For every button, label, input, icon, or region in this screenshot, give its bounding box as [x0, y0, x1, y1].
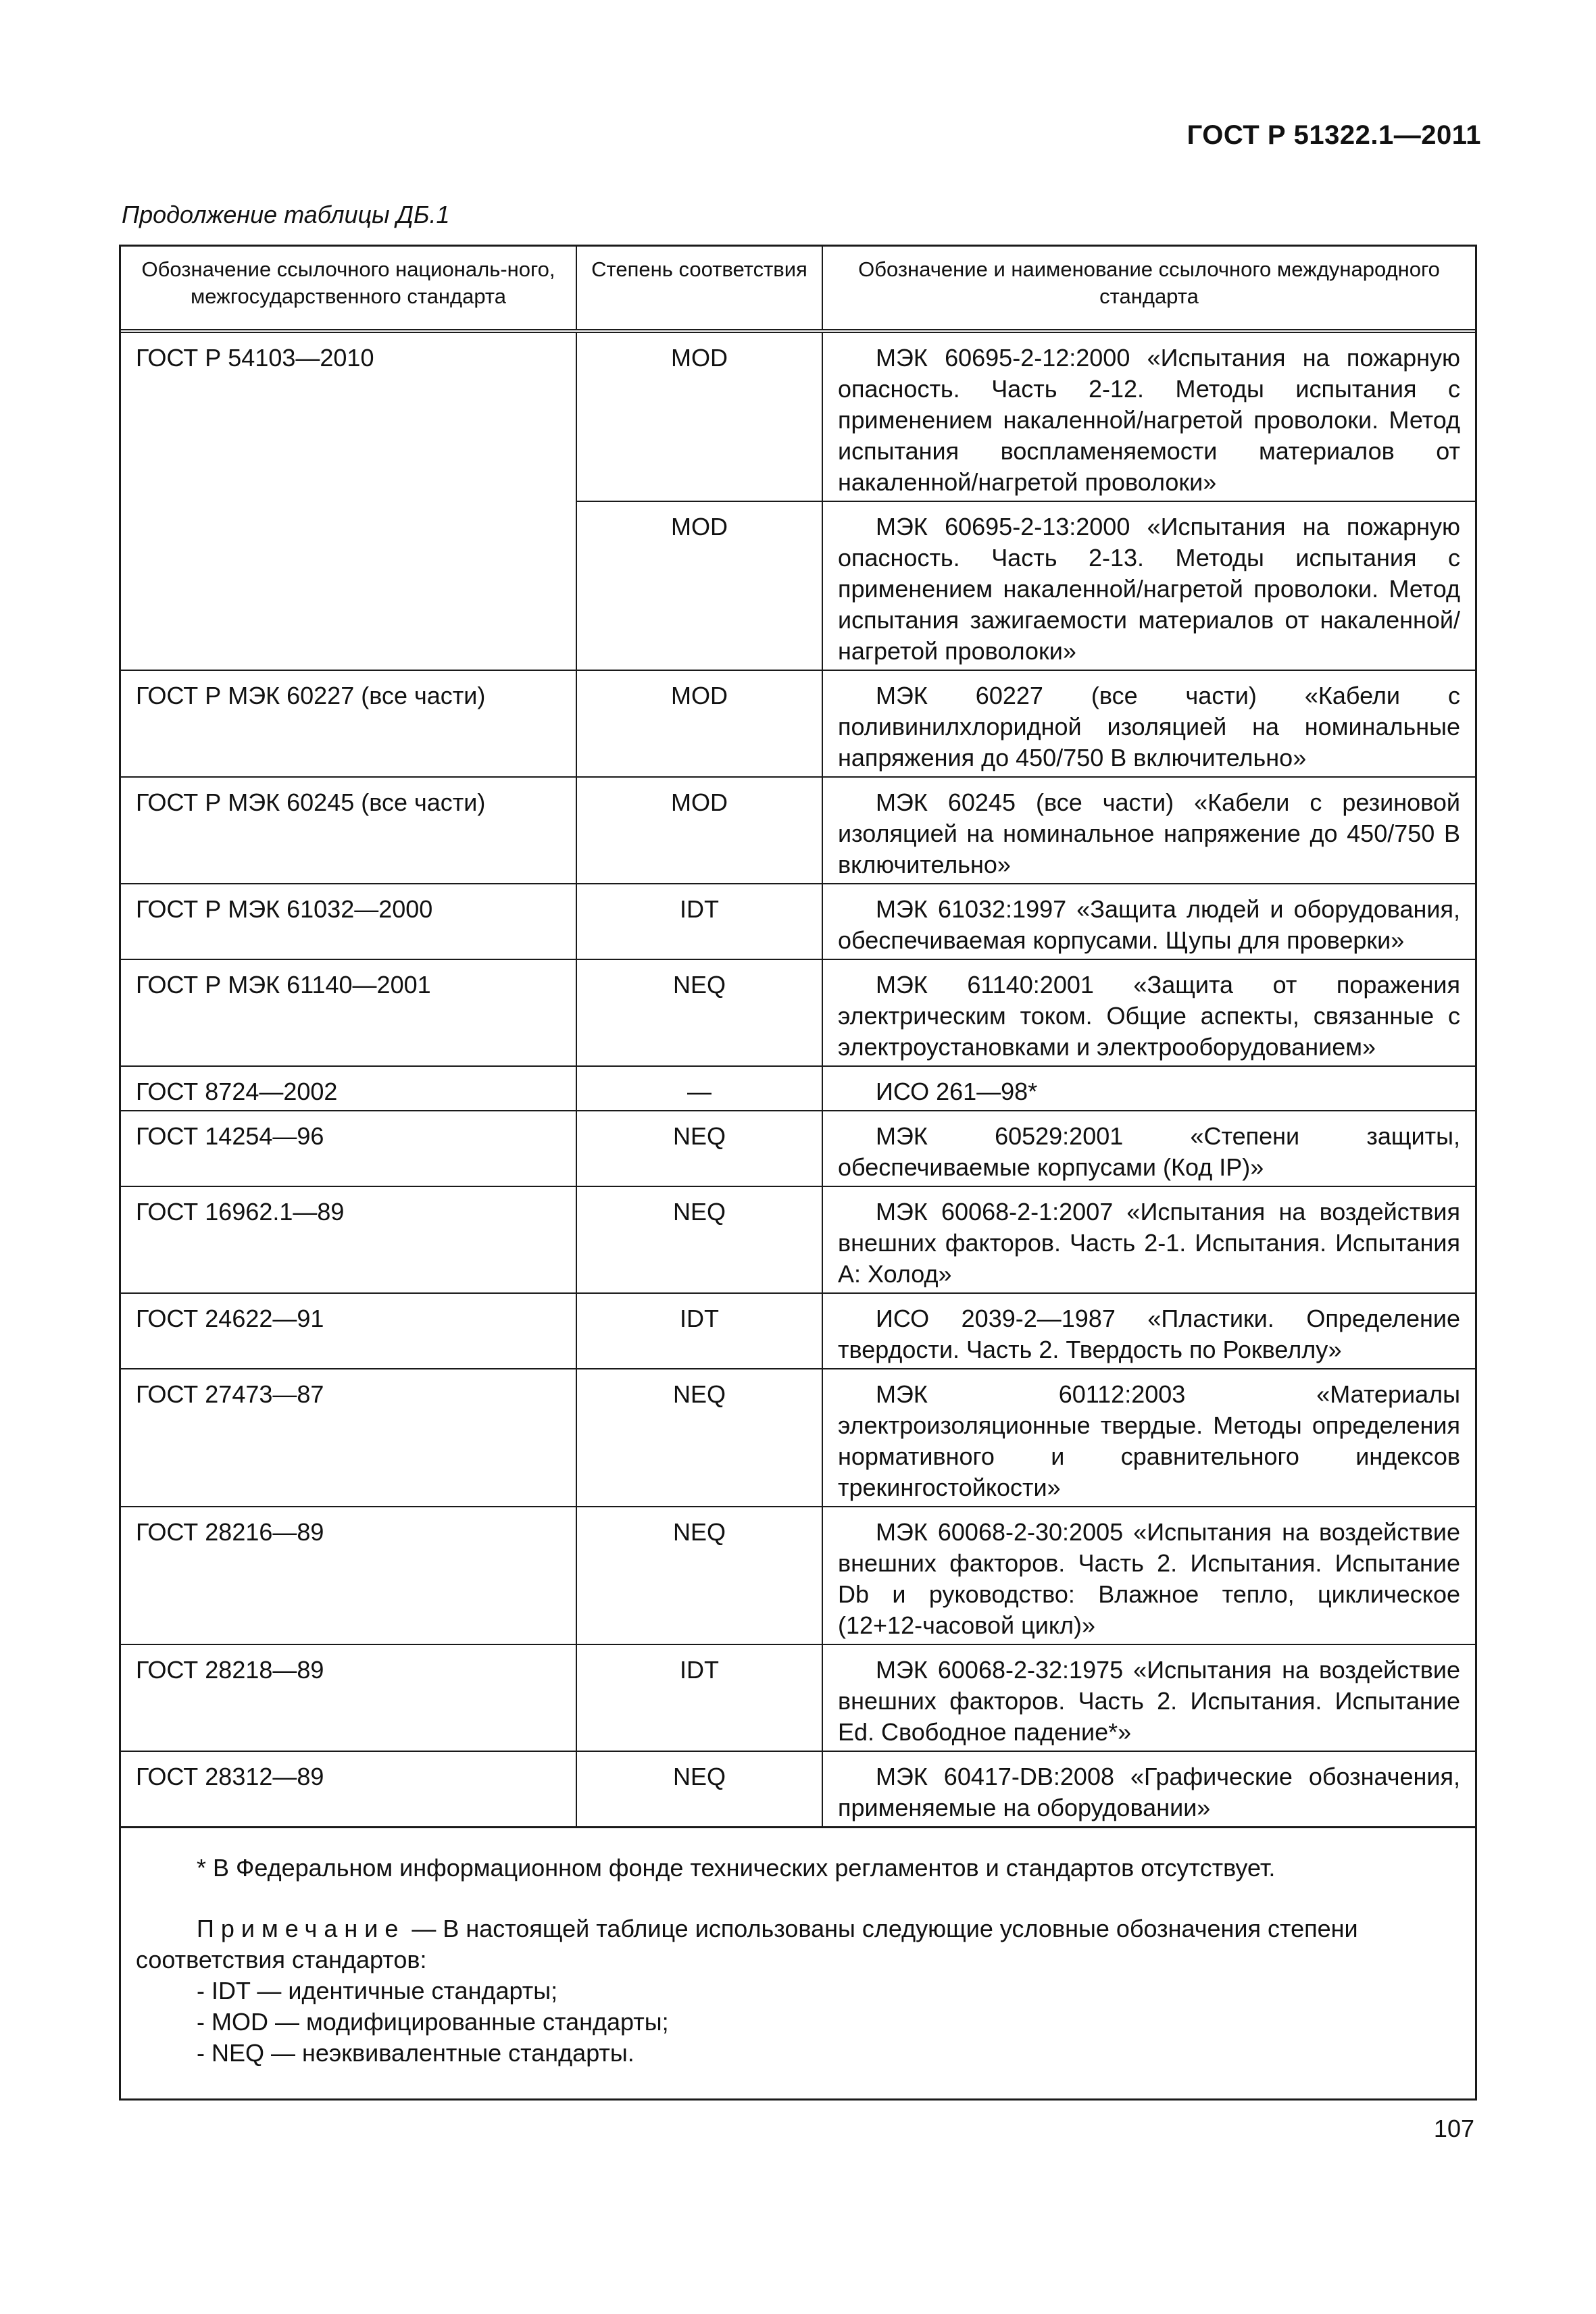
table-body: [121, 331, 1475, 1826]
table-row: [121, 1644, 1475, 1751]
degree-cell: MOD: [576, 331, 822, 501]
table-row: [121, 331, 1475, 501]
international-standard-text: МЭК 60695-2-13:2000 «Испытания на пожарную опасность. Часть 2-13. Методы испытания с применением накаленной/нагретой проволоки. Метод испытания зажигаемости материалов от накаленной/нагретой проволоки»: [838, 513, 1460, 665]
national-standard-cell: ГОСТ 14254—96: [121, 1111, 576, 1186]
degree-cell: MOD: [576, 670, 822, 777]
table-row: [121, 670, 1475, 777]
international-standard-text: МЭК 60417-DB:2008 «Графические обозначения, применяемые на оборудовании»: [838, 1763, 1460, 1821]
degree-cell: NEQ: [576, 1507, 822, 1644]
international-standard-cell: [822, 501, 1475, 670]
national-standard-cell: ГОСТ Р МЭК 60245 (все части): [121, 777, 576, 884]
degree-cell: NEQ: [576, 1186, 822, 1293]
national-standard-cell: ГОСТ Р МЭК 61140—2001: [121, 959, 576, 1066]
international-standard-cell: [822, 1644, 1475, 1751]
table-notes: [121, 1826, 1475, 2098]
table-row: [121, 1111, 1475, 1186]
table-row: [121, 959, 1475, 1066]
table-row: [121, 1066, 1475, 1111]
note-item: - IDT — идентичные стандарты;: [197, 1977, 558, 2005]
international-standard-cell: [822, 331, 1475, 501]
national-standard-cell: ГОСТ 16962.1—89: [121, 1186, 576, 1293]
national-standard-cell: ГОСТ 28218—89: [121, 1644, 576, 1751]
international-standard-cell: [822, 959, 1475, 1066]
international-standard-cell: [822, 777, 1475, 884]
table-row: [121, 1507, 1475, 1644]
degree-cell: MOD: [576, 501, 822, 670]
national-standard-cell: ГОСТ Р МЭК 60227 (все части): [121, 670, 576, 777]
table-row: [121, 884, 1475, 959]
national-standard-cell: ГОСТ 27473—87: [121, 1369, 576, 1507]
international-standard-text: МЭК 60068-2-30:2005 «Испытания на воздействие внешних факторов. Часть 2. Испытания. Испытание Db и руководство: Влажное тепло, циклическое (12+12-часовой цикл)»: [838, 1518, 1460, 1639]
note-item: - MOD — модифицированные стандарты;: [197, 2008, 669, 2036]
degree-cell: NEQ: [576, 1111, 822, 1186]
international-standard-cell: [822, 1293, 1475, 1369]
table-row: [121, 1369, 1475, 1507]
table-row: [121, 1186, 1475, 1293]
international-standard-text: МЭК 60245 (все части) «Кабели с резиновой изоляцией на номинальное напряжение до 450/750 В включительно»: [838, 788, 1460, 878]
international-standard-cell: [822, 670, 1475, 777]
national-standard-cell: ГОСТ Р МЭК 61032—2000: [121, 884, 576, 959]
note-paragraph: [136, 1913, 1455, 1976]
degree-cell: IDT: [576, 884, 822, 959]
national-standard-cell: ГОСТ 8724—2002: [121, 1066, 576, 1111]
national-standard-cell: ГОСТ 28216—89: [121, 1507, 576, 1644]
international-standard-text: МЭК 60529:2001 «Степени защиты, обеспечиваемые корпусами (Код IP)»: [838, 1122, 1460, 1181]
international-standard-text: МЭК 60068-2-1:2007 «Испытания на воздействия внешних факторов. Часть 2-1. Испытания. Испытания А: Холод»: [838, 1198, 1460, 1288]
international-standard-cell: [822, 884, 1475, 959]
international-standard-text: МЭК 60227 (все части) «Кабели с поливинилхлоридной изоляцией на номинальные напряжения до 450/750 В включительно»: [838, 682, 1460, 772]
degree-cell: NEQ: [576, 959, 822, 1066]
degree-cell: NEQ: [576, 1369, 822, 1507]
national-standard-cell: ГОСТ 24622—91: [121, 1293, 576, 1369]
international-standard-text: МЭК 61140:2001 «Защита от поражения электрическим током. Общие аспекты, связанные с электроустановками и электрооборудованием»: [838, 971, 1460, 1061]
table-row: [121, 1293, 1475, 1369]
note-list: [136, 1976, 1455, 2069]
table-caption: Продолжение таблицы ДБ.1: [122, 201, 450, 228]
note-item: - NEQ — неэквивалентные стандарты.: [197, 2039, 634, 2067]
international-standard-cell: [822, 1186, 1475, 1293]
international-standard-text: ИСО 2039-2—1987 «Пластики. Определение твердости. Часть 2. Твердость по Роквеллу»: [838, 1305, 1460, 1363]
degree-cell: NEQ: [576, 1751, 822, 1826]
international-standard-text: МЭК 60695-2-12:2000 «Испытания на пожарную опасность. Часть 2-12. Методы испытания с применением накаленной/нагретой проволоки. Метод испытания воспламеняемости материалов от накаленной/нагретой проволоки»: [838, 344, 1460, 496]
standards-table: [119, 245, 1477, 2101]
international-standard-cell: [822, 1751, 1475, 1826]
national-standard-cell: ГОСТ Р 54103—2010: [121, 331, 576, 670]
international-standard-cell: [822, 1066, 1475, 1111]
degree-cell: IDT: [576, 1644, 822, 1751]
footnote: * В Федеральном информационном фонде технических регламентов и стандартов отсутствует.: [197, 1854, 1276, 1882]
page-number: 107: [1433, 2115, 1474, 2142]
column-header-degree: Степень соответствия: [576, 247, 822, 331]
table-header-row: [121, 247, 1475, 331]
international-standard-cell: [822, 1369, 1475, 1507]
degree-cell: IDT: [576, 1293, 822, 1369]
table-row: [121, 1751, 1475, 1826]
international-standard-cell: [822, 1507, 1475, 1644]
international-standard-text: ИСО 261—98*: [876, 1078, 1038, 1105]
international-standard-text: МЭК 61032:1997 «Защита людей и оборудования, обеспечиваемая корпусами. Щупы для проверки»: [838, 895, 1460, 954]
degree-cell: —: [576, 1066, 822, 1111]
table-row: [121, 777, 1475, 884]
column-header-national-standard: Обозначение ссылочного националь-ного, межгосударственного стандарта: [121, 247, 576, 331]
international-standard-cell: [822, 1111, 1475, 1186]
note-text: — В настоящей таблице использованы следующие условные обозначения степени соответствия стандартов:: [136, 1915, 1358, 1973]
international-standard-text: МЭК 60112:2003 «Материалы электроизоляционные твердые. Методы определения нормативного и сравнительного индексов трекингостойкости»: [838, 1380, 1460, 1501]
international-standard-text: МЭК 60068-2-32:1975 «Испытания на воздействие внешних факторов. Часть 2. Испытания. Испытание Ed. Свободное падение*»: [838, 1656, 1460, 1746]
degree-cell: MOD: [576, 777, 822, 884]
note-label: Примечание: [197, 1915, 405, 1942]
column-header-international-standard: Обозначение и наименование ссылочного международного стандарта: [822, 247, 1475, 331]
national-standard-cell: ГОСТ 28312—89: [121, 1751, 576, 1826]
document-code: ГОСТ Р 51322.1—2011: [1187, 120, 1481, 150]
